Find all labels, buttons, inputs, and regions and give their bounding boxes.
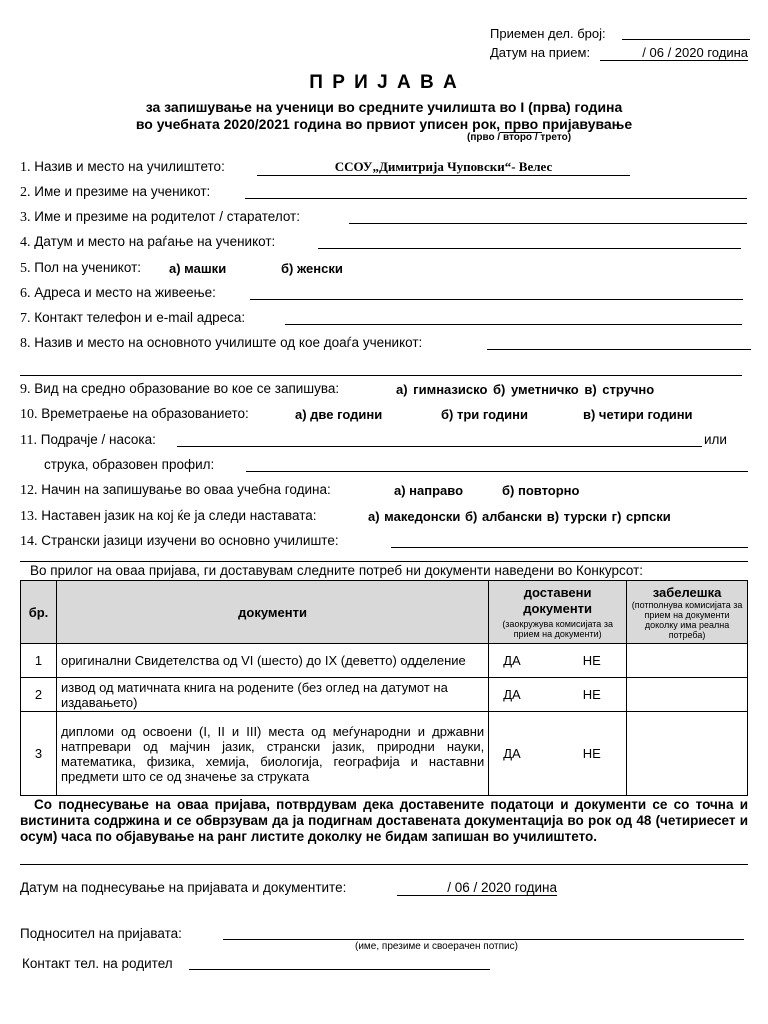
primary-school-input-2[interactable] (20, 375, 742, 376)
submission-date-label: Датум на поднесување на пријавата и документите: (20, 880, 347, 895)
teaching-language-options[interactable]: а) македонски б) албански в) турски г) српски (368, 509, 671, 524)
col-documents-header: документи (56, 581, 488, 644)
profile-input[interactable] (246, 471, 748, 472)
declaration-text: Со поднесување на оваа пријава, потврдувам дека доставените податоци и документи се со точна и вистинита содржина и се обврзувам да ја подигнам доставената документација во рок од 48 (четириесет и осум) часа по објавување на ранг листите доколку не бидам запишан во училиштето. (20, 797, 748, 844)
applicant-note: (име, презиме и своерачен потпис) (355, 941, 518, 952)
field-parent-name: 3. Име и презиме на родителот / старателот: (20, 209, 300, 225)
field-primary-school: 8. Назив и место на основното училиште од кое доаѓа ученикот: (20, 335, 423, 351)
duration-option-four[interactable]: в) четири години (583, 407, 693, 422)
row-number: 1 (21, 644, 57, 678)
received-number-field[interactable] (622, 39, 750, 40)
school-name-value[interactable]: ССОУ„Димитрија Чуповски“- Велес (257, 159, 630, 176)
row-remark[interactable] (627, 712, 748, 796)
gender-option-male[interactable]: а) машки (169, 261, 227, 276)
row-delivered[interactable]: ДА НЕ (489, 644, 627, 678)
subtitle-line-1: за запишување на ученици во средните училишта во I (прва) година (145, 99, 623, 115)
field-area: 11. Подрачје / насока: (20, 432, 156, 448)
table-header-row (21, 581, 748, 644)
col-delivered-header: доставени документи (заокружува комисијата за прием на документи) (489, 581, 627, 644)
col-number-header: бр. (21, 581, 57, 644)
field-student-name: 2. Име и презиме на ученикот: (20, 184, 211, 200)
parent-phone-input[interactable] (189, 969, 490, 970)
row-delivered[interactable]: ДА НЕ (489, 678, 627, 712)
field-school-name: 1. Назив и место на училиштето: (20, 159, 225, 175)
parent-name-input[interactable] (349, 223, 747, 224)
applicant-label: Подносител на пријавата: (20, 926, 182, 941)
documents-table (20, 580, 748, 796)
field-enrollment-method: 12. Начин на запишување во оваа учебна година: (20, 482, 331, 498)
row-document: оригинални Свидетелства од VI (шесто) до IX (деветто) одделение (56, 644, 488, 678)
address-input[interactable] (250, 299, 743, 300)
row-remark[interactable] (627, 644, 748, 678)
field-profile: струка, образовен профил: (44, 457, 215, 472)
field-foreign-languages: 14. Странски јазици изучени во основно училиште: (20, 533, 339, 549)
divider (20, 864, 748, 865)
enrollment-option-direct[interactable]: а) направо (394, 483, 464, 498)
enrollment-option-repeat[interactable]: б) повторно (502, 483, 580, 498)
gender-option-female[interactable]: б) женски (281, 261, 343, 276)
attachment-intro: Во прилог на оваа пријава, ги доставувам следните потреб ни документи наведени во Конкурсот: (30, 563, 644, 578)
applicant-signature-input[interactable] (223, 939, 744, 940)
row-delivered[interactable]: ДА НЕ (489, 712, 627, 796)
submission-date-field[interactable]: / 06 / 2020 година (397, 880, 557, 896)
col-remark-header: забелешка (потполнува комисијата за прием на документи доколку има реална потреба) (627, 581, 748, 644)
table-row (21, 712, 748, 796)
field-gender: 5. Пол на ученикот: (20, 260, 142, 276)
row-document: извод од матичната книга на родените (без оглед на датумот на издавањето) (56, 678, 488, 712)
education-type-options[interactable]: а) гимназиско б) уметничко в) стручно (396, 382, 655, 397)
row-number: 2 (21, 678, 57, 712)
area-input[interactable] (177, 446, 702, 447)
field-address: 6. Адреса и место на живеење: (20, 285, 216, 301)
table-row (21, 678, 748, 712)
divider (20, 561, 748, 562)
row-remark[interactable] (627, 678, 748, 712)
primary-school-input[interactable] (487, 349, 751, 350)
row-number: 3 (21, 712, 57, 796)
subtitle-note: (прво / второ / трето) (467, 132, 572, 143)
table-row (21, 644, 748, 678)
round-choice: прво (500, 116, 542, 133)
subtitle-line-2: во учебната 2020/2021 година во првиот уписен рок, прво пријавување (135, 116, 633, 132)
page-title: П Р И Ј А В А (309, 72, 459, 93)
parent-phone-label: Контакт тел. на родител (22, 956, 173, 971)
area-or-label: или (704, 432, 727, 447)
duration-option-three[interactable]: б) три години (441, 407, 528, 422)
field-contact: 7. Контакт телефон и e-mail адреса: (20, 310, 246, 326)
student-name-input[interactable] (245, 198, 747, 199)
contact-input[interactable] (285, 324, 742, 325)
foreign-languages-input[interactable] (391, 547, 748, 548)
duration-option-two[interactable]: а) две години (295, 407, 383, 422)
field-education-type: 9. Вид на средно образование во кое се запишува: (20, 381, 340, 397)
received-date-field[interactable]: / 06 / 2020 година (600, 45, 748, 61)
field-birth: 4. Датум и место на раѓање на ученикот: (20, 234, 276, 250)
received-number-label: Приемен дел. број: (490, 26, 606, 41)
row-document: дипломи од освоени (I, II и III) места од меѓународни и државни натпревари од мајчин јазик, странски јазик, природни науки, математика, физика, хемија, биологија, географија и наставни предмети што се од значење за струката (56, 712, 488, 796)
birth-input[interactable] (318, 248, 741, 249)
received-date-label: Датум на прием: (490, 45, 591, 60)
field-duration: 10. Времетраење на образованието: (20, 406, 249, 422)
field-teaching-language: 13. Наставен јазик на кој ќе ја следи наставата: (20, 508, 317, 524)
